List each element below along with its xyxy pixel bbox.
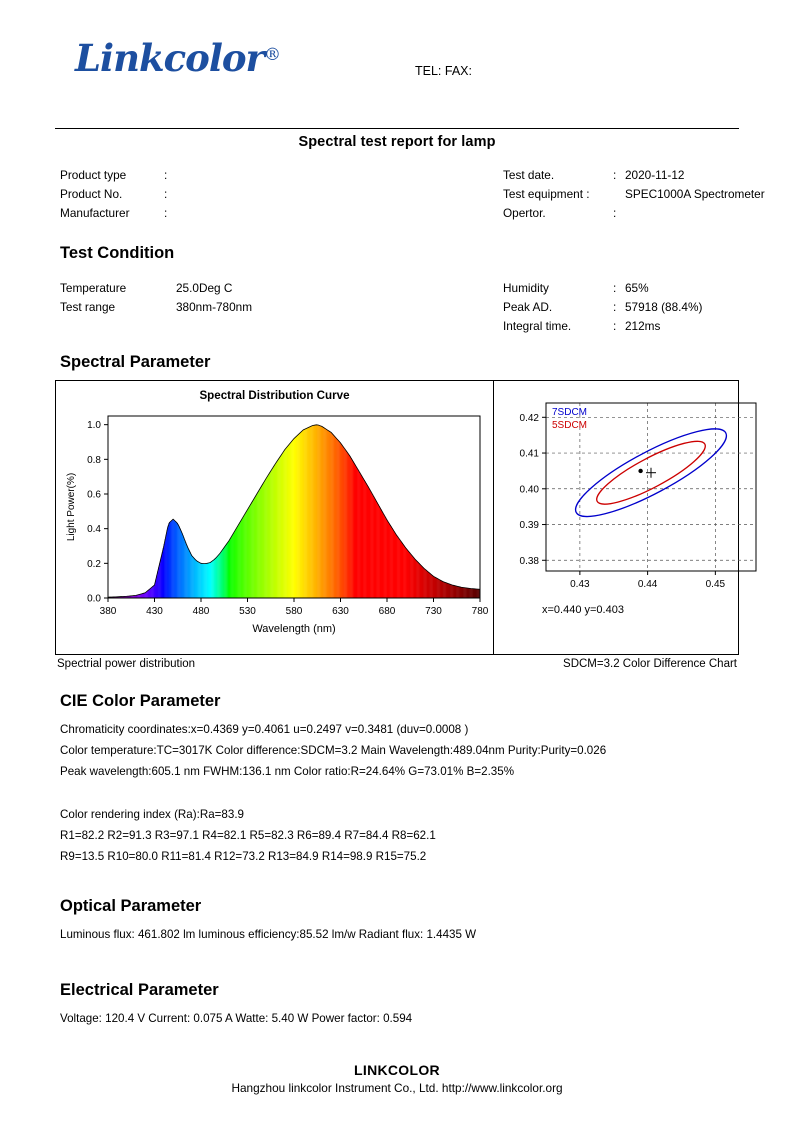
cie-line: Color temperature:TC=3017K Color difference:SDCM=3.2 Main Wavelength:489.04nm Purity:Purity=0.026 [60,744,607,757]
test-condition-block [55,279,739,337]
condition-label: Peak AD. [503,300,553,314]
svg-text:0.45: 0.45 [705,579,726,590]
svg-text:0.43: 0.43 [570,579,590,590]
svg-text:0.42: 0.42 [519,412,539,424]
meta-value: 2020-11-12 [625,168,685,182]
meta-label: Opertor. [503,206,546,220]
meta-colon [613,185,625,204]
chart-captions [55,658,739,674]
registered-trademark-icon: ® [264,45,281,65]
meta-label: Product No. [60,187,123,201]
condition-colon [164,298,176,317]
meta-label: Manufacturer [60,206,130,220]
tel-fax-label: TEL: FAX: [415,64,472,78]
condition-value: 380nm-780nm [176,300,253,314]
section-heading-cie: CIE Color Parameter [60,692,221,710]
cri-line: R1=82.2 R2=91.3 R3=97.1 R4=82.1 R5=82.3 R6=89.4 R7=84.4 R8=62.1 [60,829,436,842]
spd-plot [56,402,493,652]
footer-address: Hangzhou linkcolor Instrument Co., Ltd. http://www.linkcolor.org [231,1081,563,1095]
svg-text:0.44: 0.44 [637,579,658,590]
svg-text:0.39: 0.39 [519,520,539,532]
svg-text:0.4: 0.4 [87,524,101,536]
meta-label: Test equipment : [503,187,590,201]
cie-line: Chromaticity coordinates:x=0.4369 y=0.4061 u=0.2497 v=0.3481 (duv=0.0008 ) [60,723,469,736]
spectral-distribution-chart [56,381,494,654]
logo-text: Linkcolor [75,36,265,80]
condition-row [60,279,252,298]
svg-text:530: 530 [239,606,256,617]
svg-text:0.40: 0.40 [519,484,539,496]
meta-colon: : [613,168,617,182]
meta-left-column [60,166,176,223]
condition-row [503,279,702,298]
meta-label: Test date. [503,168,555,182]
svg-text:0.8: 0.8 [87,454,101,466]
svg-text:Wavelength (nm): Wavelength (nm) [252,623,336,635]
meta-row [60,204,176,223]
cri-parameter-lines [60,804,739,867]
svg-text:430: 430 [146,606,163,617]
svg-text:0.6: 0.6 [87,489,101,501]
meta-info-block [55,166,765,228]
condition-colon: : [613,300,617,314]
svg-text:780: 780 [471,606,489,617]
meta-label: Product type [60,168,127,182]
caption-spectral: Spectrial power distribution [57,658,196,670]
condition-row [503,317,702,336]
svg-text:0.0: 0.0 [87,593,101,605]
condition-label: Integral time. [503,319,572,333]
condition-value: 65% [625,281,649,295]
header-divider [55,128,739,129]
cri-line: R9=13.5 R10=80.0 R11=81.4 R12=73.2 R13=84.9 R14=98.9 R15=75.2 [60,850,427,863]
meta-row [503,166,765,185]
electrical-parameter-line: Voltage: 120.4 V Current: 0.075 A Watte: 5.40 W Power factor: 0.594 [60,1012,413,1025]
svg-text:1.0: 1.0 [87,420,101,432]
condition-row [503,298,702,317]
cri-line: Color rendering index (Ra):Ra=83.9 [60,808,244,821]
charts-container [55,380,739,655]
page-title: Spectral test report for lamp [298,134,496,150]
meta-row [60,185,176,204]
condition-label: Test range [60,300,116,314]
svg-text:680: 680 [378,606,396,617]
condition-colon: : [613,319,617,333]
meta-colon: : [164,187,168,201]
condition-colon [164,279,176,298]
condition-value: 212ms [625,319,661,333]
svg-text:0.2: 0.2 [87,558,101,570]
svg-text:630: 630 [332,606,349,617]
section-heading-test-condition: Test Condition [60,244,175,262]
meta-row [60,166,176,185]
svg-text:0.41: 0.41 [519,448,539,460]
section-heading-optical: Optical Parameter [60,897,202,915]
cie-line: Peak wavelength:605.1 nm FWHM:136.1 nm Color ratio:R=24.64% G=73.01% B=2.35% [60,765,515,778]
svg-text:Light Power(%): Light Power(%) [66,472,77,542]
svg-text:x=0.440 y=0.403: x=0.440 y=0.403 [542,604,624,616]
company-logo [75,36,280,80]
spd-chart-title: Spectral Distribution Curve [199,389,350,402]
sdcm-plot [494,381,788,654]
condition-value: 57918 (88.4%) [625,300,703,314]
meta-colon: : [613,206,617,220]
cie-parameter-lines [60,719,739,782]
condition-colon: : [613,281,617,295]
condition-label: Humidity [503,281,549,295]
svg-text:480: 480 [192,606,210,617]
section-heading-spectral-parameter: Spectral Parameter [60,353,211,371]
condition-value: 25.0Deg C [176,281,233,295]
section-heading-electrical: Electrical Parameter [60,981,219,999]
svg-text:380: 380 [99,606,117,617]
page-header [55,0,739,118]
condition-row [60,298,252,317]
svg-text:0.38: 0.38 [519,555,539,567]
meta-row [503,204,765,223]
page-footer [0,1062,794,1095]
test-condition-right-column [503,279,702,336]
sdcm-chart [494,381,788,654]
footer-brand: LINKCOLOR [354,1062,440,1078]
svg-text:7SDCM: 7SDCM [552,407,588,418]
svg-text:580: 580 [285,606,303,617]
optical-parameter-line: Luminous flux: 461.802 lm luminous efficiency:85.52 lm/w Radiant flux: 1.4435 W [60,928,477,941]
meta-value: SPEC1000A Spectrometer [625,187,765,201]
test-condition-left-column [60,279,252,317]
meta-colon: : [164,206,168,220]
condition-label: Temperature [60,281,127,295]
svg-text:5SDCM: 5SDCM [552,420,588,431]
meta-right-column [503,166,765,223]
svg-text:730: 730 [425,606,442,617]
caption-sdcm: SDCM=3.2 Color Difference Chart [563,658,737,670]
meta-colon: : [164,168,168,182]
meta-row [503,185,765,204]
